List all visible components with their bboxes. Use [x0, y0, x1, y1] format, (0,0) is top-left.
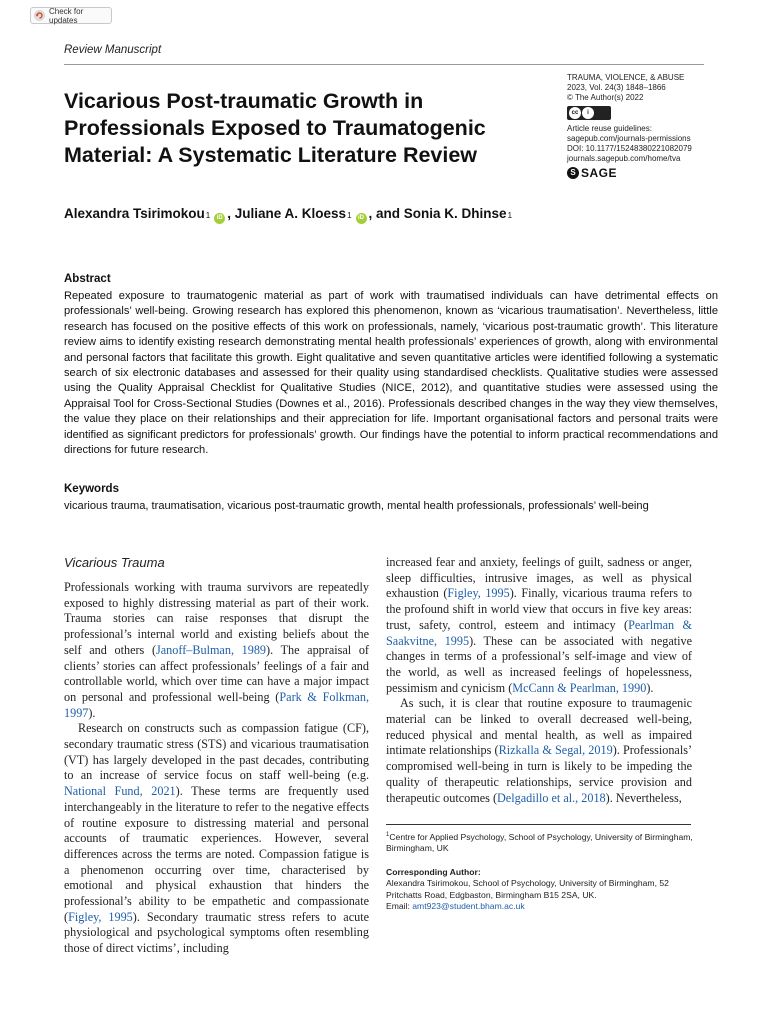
paragraph [64, 721, 369, 957]
copyright: © The Author(s) 2022 [567, 93, 644, 102]
author-name: and Sonia K. Dhinse [376, 206, 507, 221]
journal-name: TRAUMA, VIOLENCE, & ABUSE [567, 73, 685, 82]
author-list [64, 206, 512, 223]
sage-logo-icon: S [567, 167, 579, 179]
header-rule [64, 64, 704, 65]
paragraph-text: ). Secondary traumatic stress refers to acute physiological and psychological symptoms often resembling those of direct victims’, including [64, 909, 369, 956]
reuse-label: Article reuse guidelines: [567, 124, 652, 133]
attribution-icon: i [582, 107, 594, 119]
paragraph-text: ). These can be associated with negative changes in terms of a professional’s self-image and view of the world, as well as increased feelings of hopelessness, pessimism and cynicism ( [386, 633, 693, 695]
email-link[interactable]: amt923@student.bham.ac.uk [412, 901, 525, 912]
citation-link[interactable]: Janoff–Bulman, 1989 [156, 642, 267, 657]
publisher-name: SAGE [581, 166, 618, 180]
keywords-heading: Keywords [64, 483, 119, 495]
citation-link[interactable]: Rizkalla & Segal, 2019 [498, 743, 613, 758]
journal-volume: 2023, Vol. 24(3) 1848–1866 [567, 83, 666, 92]
abstract-text: Repeated exposure to traumatogenic material as part of work with traumatised individuals can have detrimental effects on professionals’ well-being. Growing research has explored this phenomenon, known as ‘vicarious traumatisation’. Nevertheless, little research has focused on the positive effects of this work on professionals, namely, ‘vicarious post-traumatic growth’. This literature review aims to identify existing research demonstrating mental health professionals’ experiences of growth, along with environmental and personal factors that facilitate this growth. Eight qualitative and seven quantitative articles were identified following a systematic search of six electronic databases and assessed for their quality using standardised checklists. Qualitative studies were assessed using the Quality Appraisal Checklist for Qualitative Studies (NICE, 2012), and quantitative studies were assessed using the Appraisal Tool for Cross-Sectional Studies (Downes et al., 2016). Professionals described changes in the way they view themselves, the value they place on their relationships and their appreciation for life. Important organisational factors and personal traits were identified as significant predictors for professionals’ growth. Our findings have the potential to inform practical recommendations and directions for future research. [64, 290, 718, 457]
footnotes [386, 830, 704, 913]
paragraph-text: Research on constructs such as compassion fatigue (CF), secondary traumatic stress (STS) and vicarious traumatisation (VT) has largely developed in the past decades, contributing to an increase of service focus on staff well-being (e.g. [64, 721, 369, 783]
author-affiliation-mark: 1 [205, 211, 211, 220]
abstract-heading: Abstract [64, 273, 111, 285]
author-affiliation-mark: 1 [347, 211, 352, 220]
author-affiliation-mark: 1 [507, 211, 513, 220]
paragraph [386, 555, 692, 696]
body-column-left [64, 580, 369, 957]
citation-link[interactable]: McCann & Pearlman, 1990 [512, 680, 647, 695]
paragraph [386, 696, 692, 806]
author-separator: , [368, 206, 377, 221]
corresponding-heading: Corresponding Author: [386, 866, 481, 877]
body-column-right [386, 555, 692, 806]
update-icon [34, 10, 45, 21]
author-name: Juliane A. Kloess [234, 206, 347, 221]
check-for-updates-badge[interactable] [30, 7, 112, 24]
corresponding-text: Alexandra Tsirimokou, School of Psychology, University of Birmingham, 52 Pritchatts Road, Edgbaston, Birmingham B15 2SA, UK. [386, 878, 669, 900]
doi[interactable]: DOI: 10.1177/15248380221082079 [567, 144, 692, 153]
paragraph-text: ). Nevertheless, [605, 790, 682, 805]
footnote-rule [386, 824, 691, 825]
affiliation-number: 1 [386, 832, 390, 838]
check-for-updates-label: Check for updates [49, 6, 84, 25]
affiliation-note [386, 830, 704, 855]
paragraph-text: ). [88, 705, 96, 720]
journal-url[interactable]: journals.sagepub.com/home/tva [567, 154, 681, 163]
section-heading: Vicarious Trauma [64, 555, 165, 570]
article-title: Vicarious Post-traumatic Growth in Professionals Exposed to Traumatogenic Material: A Systematic Literature Review [64, 89, 486, 167]
reuse-link[interactable]: sagepub.com/journals-permissions [567, 134, 691, 143]
paragraph-text: ). [646, 680, 654, 695]
journal-meta [567, 73, 717, 179]
citation-link[interactable]: Figley, 1995 [68, 909, 133, 924]
author-name: Alexandra Tsirimokou [64, 206, 205, 221]
orcid-icon[interactable]: iD [356, 213, 367, 224]
paragraph-text: increased fear and anxiety, feelings of guilt, sadness or anger, sleep difficulties, intrusive images, as well as physical exhaustion ( [386, 555, 692, 601]
author-separator: , [227, 206, 235, 221]
email-label: Email: [386, 901, 413, 912]
paragraph-text: ). Professionals’ compromised well-being in turn is likely to be impeding the quality of therapeutic relationships, service provision and therapeutic outcomes ( [386, 743, 693, 805]
affiliation-text: Centre for Applied Psychology, School of Psychology, University of Birmingham, Birmingham, UK [386, 831, 693, 854]
citation-link[interactable]: Figley, 1995 [447, 586, 510, 601]
citation-link[interactable]: National Fund, 2021 [64, 784, 176, 799]
orcid-icon[interactable]: iD [214, 213, 225, 224]
citation-link[interactable]: Park & Folkman, 1997 [64, 689, 369, 720]
manuscript-type: Review Manuscript [64, 44, 162, 56]
keywords-text: vicarious trauma, traumatisation, vicarious post-traumatic growth, mental health professionals, professionals’ well-being [64, 500, 649, 512]
paragraph-text: Professionals working with trauma survivors are repeatedly exposed to highly distressing material as part of their work. Trauma stories can raise responses that disrupt the professional’s internal world and existing beliefs about the self and others ( [64, 580, 369, 657]
cc-icon: cc [569, 107, 581, 119]
publisher-logo [567, 167, 717, 179]
paragraph-text: As such, it is clear that routine exposure to traumagenic material can be linked to overall decreased well-being, reduced physical and mental health, as well as impaired intimate relationships ( [386, 696, 692, 758]
citation-link[interactable]: Delgadillo et al., 2018 [497, 790, 606, 805]
paragraph [64, 580, 369, 721]
cc-license-badge[interactable] [567, 106, 611, 120]
citation-link[interactable]: Pearlman & Saakvitne, 1995 [386, 617, 692, 648]
paragraph-text: ). The appraisal of clients’ stories can affect professionals’ feelings of a fair and controllable world, which over time can have a major impact on personal and professional well-being ( [64, 642, 369, 704]
email-line [386, 901, 704, 913]
paragraph-text: ). Finally, vicarious trauma refers to the profound shift in world view that occurs in five key areas: trust, safety, control, esteem and intimacy ( [386, 586, 692, 632]
paragraph-text: ). These terms are frequently used interchangeably in the literature to refer to the negative effects of routine exposure to distressing material and personal accounts of traumatic experiences. However, several differences across the terms are noted. Compassion fatigue is a phenomenon occurring over time, characterised by emotional and physical exhaustion that hinders the professional’s ability to be empathetic and compassionate ( [64, 784, 369, 924]
